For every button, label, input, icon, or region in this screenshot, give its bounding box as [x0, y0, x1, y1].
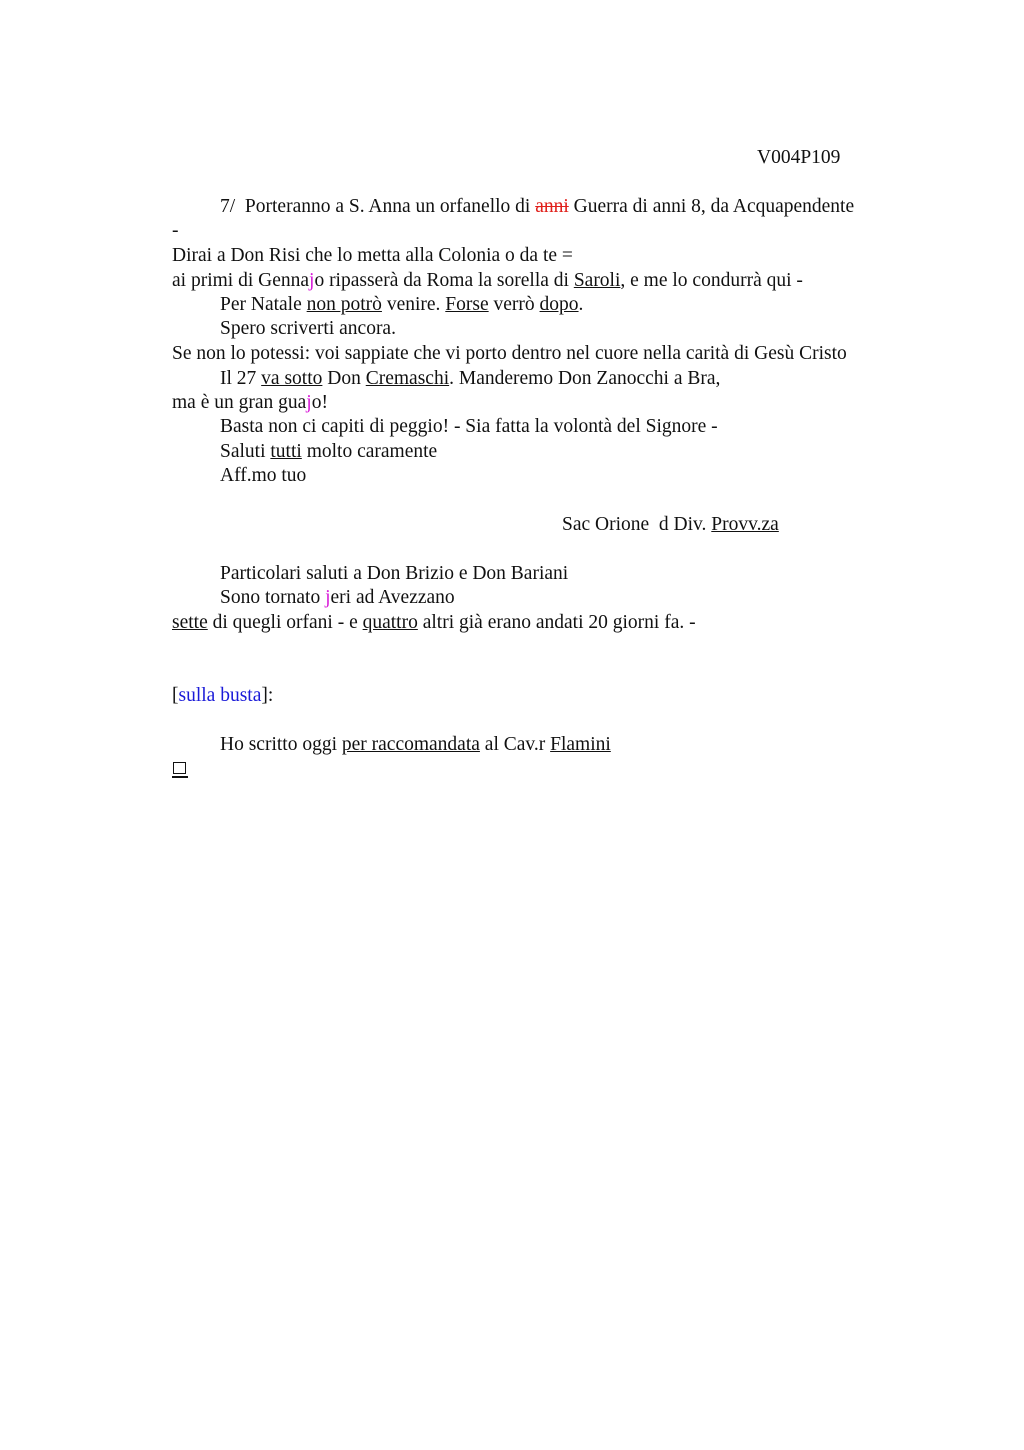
line-natale: Per Natale non potrò venire. Forse verrò dopo. [220, 294, 584, 315]
line-guajo: ma è un gran guajo! [172, 392, 328, 413]
line-particolari: Particolari saluti a Don Brizio e Don Bariani [220, 563, 569, 584]
line-potessi: Se non lo potessi: voi sappiate che vi porto dentro nel cuore nella carità di Gesù Cristo [172, 343, 847, 364]
checkbox-icon [173, 762, 186, 774]
line-saluti: Saluti tutti molto caramente [220, 441, 438, 462]
line-basta: Basta non ci capiti di peggio! - Sia fatta la volontà del Signore - [220, 416, 718, 437]
line-spero: Spero scriverti ancora. [220, 318, 396, 339]
envelope-label: [sulla busta]: [172, 685, 274, 706]
document-id: V004P109 [757, 147, 841, 168]
signature: Sac Orione d Div. Provv.za [562, 514, 779, 535]
deleted-word: anni [535, 196, 569, 217]
line-gennajo: ai primi di Gennajo ripasserà da Roma la sorella di Saroli, e me lo condurrà qui - [172, 270, 803, 291]
line-don-risi: Dirai a Don Risi che lo metta alla Colonia o da te = [172, 245, 573, 266]
highlighted-letter: j [309, 270, 315, 291]
line-tornato: Sono tornato jeri ad Avezzano [220, 587, 455, 608]
paragraph-number: 7/ [220, 196, 236, 217]
line-scritto: Ho scritto oggi per raccomandata al Cav.r Flamini [220, 734, 611, 755]
line-affmo: Aff.mo tuo [220, 465, 307, 486]
editorial-note: sulla busta [178, 685, 262, 706]
highlighted-letter: j [306, 392, 312, 413]
underlined-name: Saroli [573, 270, 621, 291]
paragraph-7: 7/ Porteranno a S. Anna un orfanello di anni Guerra di anni 8, da Acquapendente [220, 196, 855, 217]
line-27: Il 27 va sotto Don Cremaschi. Manderemo Don Zanocchi a Bra, [220, 368, 721, 389]
line-sette: sette di quegli orfani - e quattro altri già erano andati 20 giorni fa. - [172, 612, 696, 633]
highlighted-letter: j [325, 587, 331, 608]
checkbox-underline [172, 776, 188, 778]
dash-line: - [172, 220, 179, 241]
